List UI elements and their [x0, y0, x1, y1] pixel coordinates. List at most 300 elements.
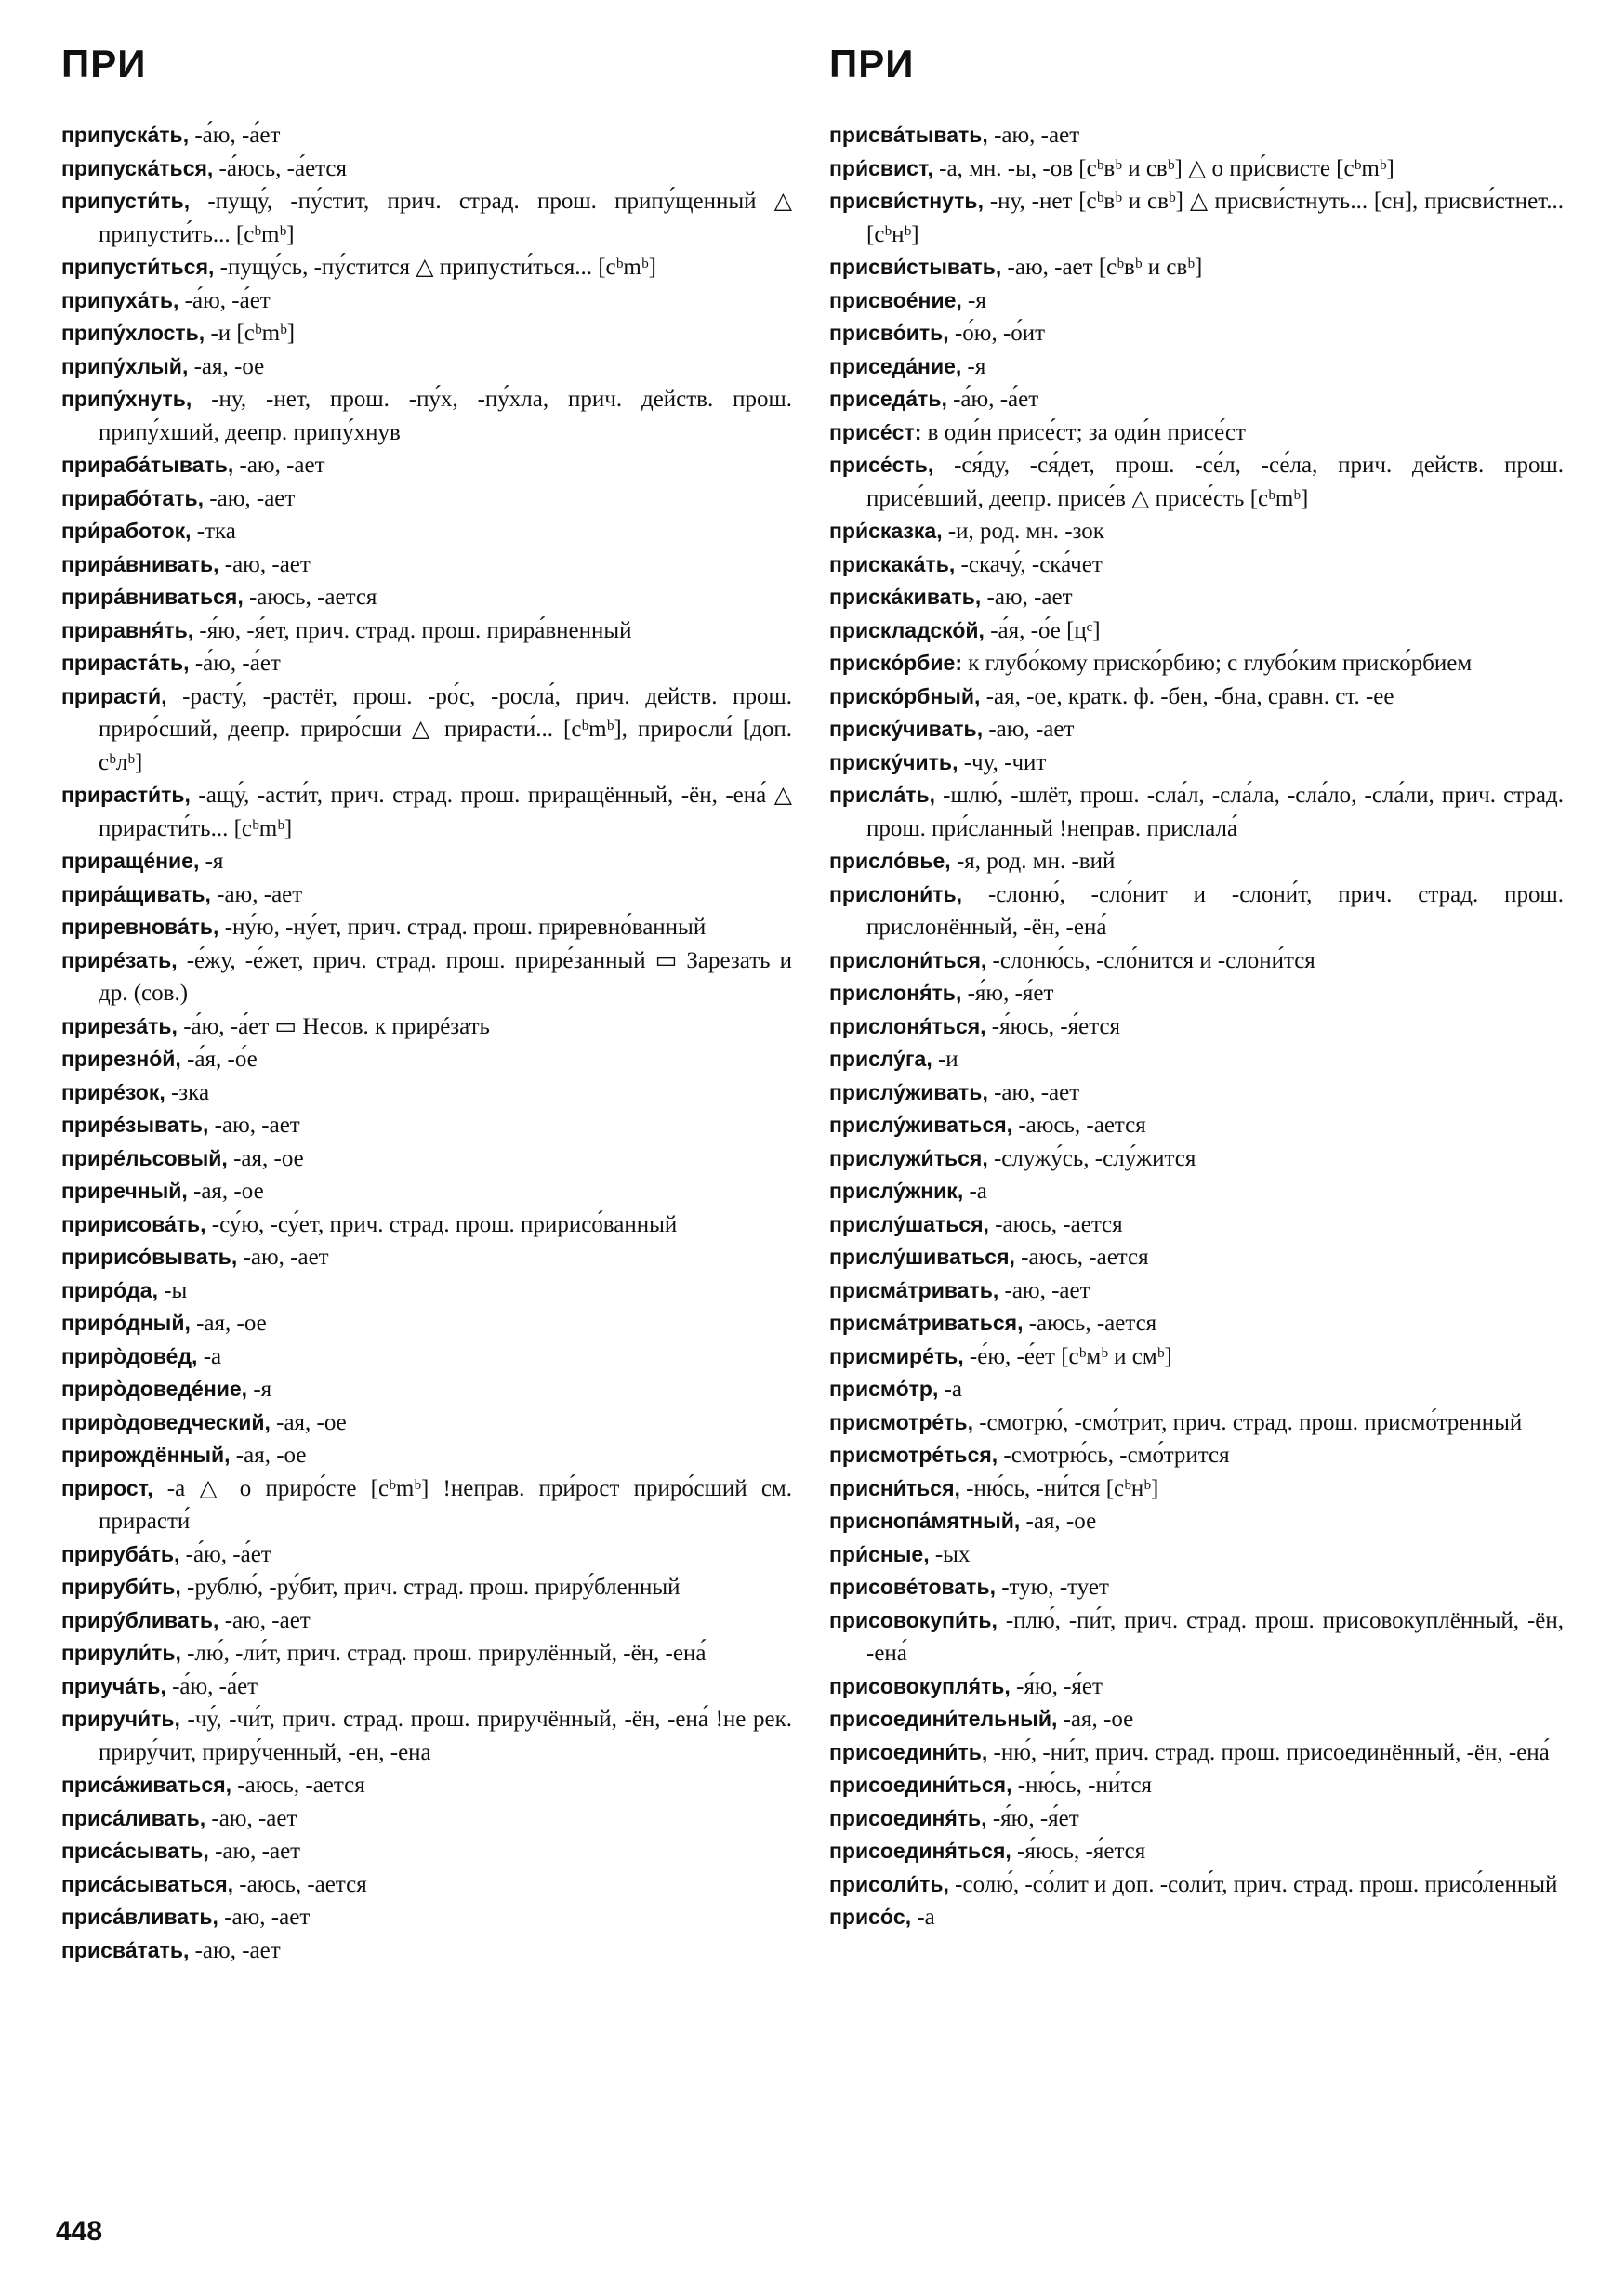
dictionary-entry: [829, 1571, 1564, 1604]
entry-grammar: -плю́, -пи́т, прич. страд. прош. присовокуплённый, -ён, -ена́: [866, 1607, 1564, 1666]
dictionary-entry: [829, 416, 1564, 450]
entry-grammar: к глубо́кому приско́рбию; с глубо́ким приско́рбием: [961, 651, 1473, 676]
dictionary-entry: [829, 1142, 1564, 1176]
dictionary-entry: [829, 1868, 1564, 1902]
left-column: [61, 37, 792, 1967]
left-running-header: ПРИ: [61, 42, 147, 86]
entry-grammar: -аю, -ает: [205, 1805, 297, 1831]
entry-grammar: -а́я, -о́е [цᶜ]: [984, 617, 1101, 643]
dictionary-entry: [61, 1307, 792, 1340]
dictionary-entry: [61, 1406, 792, 1440]
dictionary-entry: [829, 1604, 1564, 1670]
entry-grammar: -ну, -нет, прош. -пу́х, -пу́хла, прич. действ. прош. припу́хший, деепр. припу́хнув: [99, 387, 792, 445]
dictionary-entry: [61, 1571, 792, 1604]
entry-headword: прирезно́й,: [61, 1047, 181, 1071]
entry-headword: приску́чивать,: [829, 717, 984, 741]
dictionary-entry: [829, 1439, 1564, 1472]
entry-headword: прира́вниваться,: [61, 585, 244, 609]
entry-grammar: -я, род. мн. -вий: [950, 849, 1116, 874]
entry-headword: присо́с,: [829, 1905, 912, 1929]
dictionary-entry: [61, 1208, 792, 1242]
dictionary-entry: [829, 1670, 1564, 1704]
entry-grammar: в оди́н присе́ст; за оди́н присе́ст: [921, 419, 1246, 445]
dictionary-entry: [61, 1670, 792, 1704]
dictionary-entry: [829, 284, 1564, 318]
dictionary-entry: [829, 251, 1564, 284]
entry-headword: прируба́ть,: [61, 1541, 180, 1566]
dictionary-entry: [829, 944, 1564, 978]
dictionary-entry: [829, 1505, 1564, 1538]
entry-headword: приса́сывать,: [61, 1839, 209, 1863]
entry-headword: приревнова́ть,: [61, 915, 219, 939]
dictionary-entry: [829, 746, 1564, 780]
dictionary-entry: [61, 1835, 792, 1868]
entry-grammar: -и, род. мн. -зок: [942, 519, 1104, 544]
entry-headword: прислу́живать,: [829, 1079, 988, 1104]
entry-grammar: -и [cᵇmᵇ]: [205, 321, 296, 346]
entry-headword: присма́тривать,: [829, 1277, 999, 1302]
entry-headword: прирождённый,: [61, 1443, 231, 1467]
entry-grammar: -ну, -нет [cᵇвᵇ и cвᵇ] △ присви́стнуть... [сн], присви́стнет... [cᵇнᵇ]: [866, 189, 1564, 247]
left-entry-list: [61, 119, 792, 1967]
entry-headword: прирезáть,: [61, 1013, 178, 1038]
entry-headword: прирéльсовый,: [61, 1145, 228, 1170]
entry-grammar: -аю, -ает: [218, 551, 311, 577]
dictionary-entry: [829, 1769, 1564, 1802]
entry-headword: прирéзывать,: [61, 1113, 209, 1137]
entry-headword: присоединя́ться,: [829, 1839, 1011, 1863]
entry-headword: припусти́ть,: [61, 189, 191, 213]
dictionary-entry: [829, 647, 1564, 680]
entry-headword: присни́ться,: [829, 1475, 960, 1500]
entry-grammar: -зка: [165, 1079, 210, 1105]
entry-grammar: -аю, -ает: [987, 123, 1080, 148]
entry-headword: присмотре́ться,: [829, 1443, 998, 1467]
dictionary-entry: [61, 1373, 792, 1406]
entry-headword: приравня́ть,: [61, 617, 194, 642]
entry-grammar: -а, мн. -ы, -ов [cᵇвᵇ и cвᵇ] △ о при́свисте [cᵇmᵇ]: [932, 155, 1394, 181]
dictionary-entry: [61, 845, 792, 878]
dictionary-entry: [61, 680, 792, 780]
entry-grammar: -а́ю, -а́ет ▭ Несов. к прирéзать: [177, 1013, 490, 1039]
entry-headword: присвоéние,: [829, 287, 962, 312]
dictionary-entry: [829, 1010, 1564, 1044]
entry-grammar: -аю, -ает: [218, 1607, 311, 1633]
entry-headword: приро́да,: [61, 1277, 158, 1302]
entry-grammar: -аю, -ает: [987, 1079, 1080, 1105]
entry-grammar: -аю, -ает: [189, 1937, 281, 1963]
dictionary-entry: [61, 185, 792, 251]
entry-headword: прирасти́,: [61, 683, 167, 708]
entry-headword: пририсо́вывать,: [61, 1245, 238, 1269]
entry-headword: припуска́ть,: [61, 123, 190, 147]
entry-grammar: -а: [963, 1179, 987, 1204]
entry-headword: приру́бливать,: [61, 1607, 219, 1632]
entry-grammar: -аю, -ает: [237, 1245, 329, 1270]
dictionary-entry: [829, 1406, 1564, 1440]
entry-grammar: -а́ю, -а́ет: [189, 123, 281, 148]
entry-grammar: -аю, -ает: [981, 585, 1073, 610]
entry-headword: прислони́ть,: [829, 881, 963, 906]
dictionary-entry: [61, 1703, 792, 1769]
entry-grammar: -солю́, -со́лит и доп. -соли́т, прич. страд. прош. присо́ленный: [948, 1871, 1558, 1897]
entry-grammar: -ая, -ое: [227, 1145, 304, 1171]
entry-headword: приску́чить,: [829, 749, 958, 774]
entry-grammar: -аю, -ает: [998, 1277, 1090, 1303]
entry-grammar: -тка: [191, 519, 236, 544]
entry-headword: приро̀доведéние,: [61, 1377, 248, 1401]
entry-grammar: -ая, -ое: [1020, 1509, 1097, 1534]
entry-grammar: -и: [932, 1047, 958, 1072]
entry-grammar: -су́ю, -су́ет, прич. страд. прош. пририсо́ванный: [205, 1211, 678, 1237]
entry-grammar: -аюсь, -ается: [1023, 1311, 1157, 1336]
entry-grammar: -ая, -ое: [230, 1443, 307, 1468]
entry-grammar: -скачу́, -ска́чет: [955, 551, 1103, 577]
entry-headword: припу́хнуть,: [61, 387, 192, 411]
dictionary-entry: [829, 317, 1564, 350]
dictionary-entry: [61, 251, 792, 284]
entry-headword: присéст:: [829, 419, 922, 444]
dictionary-entry: [829, 515, 1564, 548]
dictionary-entry: [61, 1802, 792, 1836]
entry-headword: присове́товать,: [829, 1575, 996, 1599]
entry-headword: приручи́ть,: [61, 1707, 180, 1731]
dictionary-entry: [61, 1637, 792, 1670]
entry-headword: прислу́шиваться,: [829, 1245, 1015, 1269]
dictionary-entry: [61, 581, 792, 614]
dictionary-entry: [829, 548, 1564, 582]
entry-grammar: -я́ю, -я́ет, прич. страд. прош. прира́вненный: [193, 617, 632, 643]
dictionary-entry: [61, 350, 792, 384]
right-column: [829, 37, 1564, 1934]
entry-headword: прискака́ть,: [829, 551, 956, 576]
entry-headword: припу́хлый,: [61, 353, 189, 378]
dictionary-entry: [61, 1604, 792, 1638]
dictionary-entry: [829, 350, 1564, 384]
dictionary-entry: [61, 1472, 792, 1538]
dictionary-entry: [829, 1472, 1564, 1506]
dictionary-entry: [829, 449, 1564, 515]
entry-headword: прирéзок,: [61, 1079, 165, 1104]
dictionary-entry: [61, 1901, 792, 1934]
entry-grammar: -а́ю, -а́ет: [946, 387, 1039, 412]
dictionary-entry: [829, 1043, 1564, 1076]
dictionary-entry: [829, 1736, 1564, 1770]
dictionary-entry: [61, 911, 792, 944]
entry-headword: прира́щивать,: [61, 881, 211, 906]
entry-grammar: -а: [197, 1343, 222, 1369]
entry-grammar: -аюсь, -ается: [1012, 1113, 1146, 1138]
dictionary-entry: [829, 1373, 1564, 1406]
dictionary-entry: [61, 614, 792, 648]
dictionary-entry: [61, 1274, 792, 1308]
dictionary-entry: [61, 1043, 792, 1076]
dictionary-entry: [61, 647, 792, 680]
entry-grammar: -я: [961, 353, 986, 379]
dictionary-entry: [829, 1340, 1564, 1374]
entry-grammar: -ащу́, -асти́т, прич. страд. прош. приращённый, -ён, -ена́ △ прирасти́ть... [cᵇmᵇ]: [99, 783, 792, 841]
entry-grammar: -ню́сь, -ни́тся [cᵇнᵇ]: [959, 1475, 1159, 1501]
dictionary-entry: [61, 1142, 792, 1176]
entry-grammar: -ы: [157, 1277, 188, 1303]
entry-headword: прислу́шаться,: [829, 1211, 989, 1236]
entry-grammar: -аюсь, -ается: [233, 1871, 367, 1897]
entry-headword: прирабо́тать,: [61, 485, 205, 510]
dictionary-entry: [829, 977, 1564, 1010]
entry-headword: присоли́ть,: [829, 1871, 949, 1896]
entry-headword: прира́внивать,: [61, 551, 219, 576]
dictionary-entry: [829, 878, 1564, 944]
entry-headword: прираста́ть,: [61, 651, 190, 675]
entry-headword: припуха́ть,: [61, 287, 179, 312]
dictionary-entry: [829, 680, 1564, 714]
entry-headword: припусти́ться,: [61, 255, 215, 279]
dictionary-entry: [829, 1703, 1564, 1736]
dictionary-entry: [61, 515, 792, 548]
entry-headword: прирасти́ть,: [61, 783, 191, 807]
dictionary-entry: [61, 1076, 792, 1110]
dictionary-entry: [61, 548, 792, 582]
entry-grammar: -я: [961, 287, 986, 313]
entry-headword: припу́хлость,: [61, 321, 205, 345]
entry-headword: прислу́живаться,: [829, 1113, 1013, 1137]
entry-headword: присмотре́ть,: [829, 1409, 973, 1434]
dictionary-entry: [61, 383, 792, 449]
entry-grammar: -ну́ю, -ну́ет, прич. страд. прош. приревно́ванный: [218, 915, 707, 940]
entry-headword: приуча́ть,: [61, 1673, 166, 1698]
entry-grammar: -тую, -тует: [995, 1575, 1109, 1600]
entry-grammar: -я́ю, -я́ет: [1010, 1673, 1103, 1699]
entry-headword: приско́рбный,: [829, 683, 981, 708]
entry-grammar: -ых: [929, 1541, 971, 1567]
dictionary-entry: [829, 1307, 1564, 1340]
dictionary-entry: [61, 1439, 792, 1472]
entry-grammar: -а: [938, 1377, 963, 1402]
dictionary-entry: [829, 383, 1564, 416]
entry-grammar: -расту́, -растёт, прош. -ро́с, -росла́, прич. действ. прош. приро́сший, деепр. приро́сши △ прирасти́... [cᵇmᵇ], приросли́ [доп. cᵇлᵇ]: [99, 683, 792, 775]
dictionary-entry: [829, 1835, 1564, 1868]
entry-headword: присво́ить,: [829, 321, 949, 345]
entry-headword: приса́ливать,: [61, 1805, 206, 1830]
dictionary-entry: [829, 1076, 1564, 1110]
entry-grammar: -аюсь, -ается: [988, 1211, 1123, 1237]
entry-headword: прислужи́ться,: [829, 1145, 988, 1170]
entry-grammar: -а: [911, 1905, 935, 1930]
entry-headword: прирéзать,: [61, 947, 178, 972]
entry-headword: при́работок,: [61, 519, 192, 543]
entry-headword: приседа́ть,: [829, 387, 947, 411]
entry-headword: приса́живаться,: [61, 1773, 232, 1797]
entry-grammar: -о́ю, -о́ит: [948, 321, 1046, 346]
dictionary-entry: [829, 1109, 1564, 1142]
entry-headword: присоедини́тельный,: [829, 1707, 1058, 1731]
dictionary-entry: [829, 1274, 1564, 1308]
entry-grammar: -а △ о приро́сте [cᵇmᵇ] !неправ. при́рост приро́сший см. прирасти́: [99, 1475, 792, 1534]
entry-headword: прирули́ть,: [61, 1641, 181, 1665]
entry-grammar: -а́ю, -а́ет: [179, 1541, 271, 1567]
dictionary-entry: [829, 1208, 1564, 1242]
entry-grammar: -аю, -ает: [208, 1113, 300, 1138]
page-number: 448: [56, 2216, 103, 2247]
dictionary-entry: [829, 1802, 1564, 1836]
entry-headword: присва́тать,: [61, 1937, 190, 1962]
dictionary-entry: [61, 1769, 792, 1802]
entry-grammar: -а́юсь, -а́ется: [213, 155, 347, 181]
entry-headword: прискладско́й,: [829, 617, 985, 642]
entry-headword: присоедини́ть,: [829, 1739, 988, 1764]
entry-grammar: -шлю́, -шлёт, прош. -сла́л, -сла́ла, -сла́ло, -сла́ли, прич. страд. прош. при́сланный !неправ. прислала́: [866, 783, 1564, 841]
entry-grammar: -аю, -ает [cᵇвᵇ и cвᵇ]: [1001, 255, 1203, 280]
dictionary-entry: [829, 1901, 1564, 1934]
entry-grammar: -ая, -ое: [270, 1409, 347, 1435]
entry-headword: присви́стнуть,: [829, 189, 984, 213]
entry-grammar: -аю, -ает: [204, 485, 296, 511]
right-running-header: ПРИ: [829, 42, 915, 86]
entry-headword: присва́тывать,: [829, 123, 988, 147]
entry-headword: приращéние,: [61, 849, 200, 873]
dictionary-entry: [829, 152, 1564, 186]
entry-grammar: -ая, -ое: [188, 353, 265, 379]
entry-grammar: -аю, -ает: [983, 717, 1075, 742]
entry-headword: присовокупи́ть,: [829, 1607, 998, 1632]
entry-headword: присло́вье,: [829, 849, 951, 873]
entry-grammar: -е́ю, -е́ет [cᵇмᵇ и cмᵇ]: [963, 1343, 1172, 1369]
dictionary-entry: [61, 449, 792, 482]
entry-headword: присла́ть,: [829, 783, 936, 807]
dictionary-entry: [61, 878, 792, 912]
dictionary-entry: [829, 614, 1564, 648]
entry-grammar: -я́ю, -я́ет: [986, 1805, 1079, 1831]
entry-headword: прислоня́ть,: [829, 981, 962, 1005]
entry-grammar: -чу, -чит: [958, 749, 1047, 775]
entry-headword: приско́рбие:: [829, 651, 962, 675]
entry-headword: приснопа́мятный,: [829, 1509, 1021, 1533]
entry-headword: приречный,: [61, 1179, 188, 1203]
entry-grammar: -я: [247, 1377, 272, 1402]
dictionary-entry: [61, 944, 792, 1010]
entry-headword: присоединя́ть,: [829, 1805, 987, 1830]
entry-grammar: -ню́, -ни́т, прич. страд. прош. присоединённый, -ён, -ена́: [987, 1739, 1550, 1765]
entry-grammar: -аю, -ает: [218, 1905, 311, 1930]
entry-grammar: -я́юсь, -я́ется: [1011, 1839, 1146, 1864]
entry-grammar: -ся́ду, -ся́дет, прош. -се́л, -се́ла, прич. действ. прош. присе́вший, деепр. присе́в △ присе́сть [cᵇmᵇ]: [866, 453, 1564, 511]
entry-headword: при́сказка,: [829, 519, 943, 543]
dictionary-entry: [61, 1241, 792, 1274]
entry-headword: приса́вливать,: [61, 1905, 218, 1929]
entry-grammar: -пущу́, -пу́стит, прич. страд. прош. припу́щенный △ припусти́ть... [cᵇmᵇ]: [99, 189, 792, 247]
dictionary-entry: [61, 1109, 792, 1142]
entry-headword: прислони́ться,: [829, 947, 987, 972]
dictionary-entry: [829, 581, 1564, 614]
entry-grammar: -ая, -ое: [1057, 1707, 1134, 1732]
entry-headword: прирост,: [61, 1475, 153, 1500]
dictionary-entry: [61, 1010, 792, 1044]
entry-grammar: -служу́сь, -слу́жится: [987, 1145, 1196, 1171]
entry-headword: приро̀дове́д,: [61, 1343, 198, 1368]
right-entry-list: [829, 119, 1564, 1934]
entry-grammar: -а́ю, -а́ет: [189, 651, 281, 676]
dictionary-entry: [829, 1175, 1564, 1208]
dictionary-entry: [61, 284, 792, 318]
entry-grammar: -аюсь, -ается: [243, 585, 377, 610]
entry-headword: присви́стывать,: [829, 255, 1002, 279]
entry-headword: присма́триваться,: [829, 1311, 1024, 1335]
entry-headword: при́сные,: [829, 1541, 930, 1566]
dictionary-entry: [61, 119, 792, 152]
entry-grammar: -я: [199, 849, 224, 874]
entry-grammar: -рублю́, -ру́бит, прич. страд. прош. приру́бленный: [180, 1575, 681, 1600]
entry-grammar: -ая, -ое: [187, 1179, 264, 1204]
dictionary-entry: [61, 1538, 792, 1572]
entry-grammar: -ая, -ое: [190, 1311, 267, 1336]
entry-grammar: -я́юсь, -я́ется: [985, 1013, 1121, 1039]
dictionary-entry: [829, 713, 1564, 746]
entry-headword: присмире́ть,: [829, 1343, 964, 1368]
entry-grammar: -слоню́, -сло́нит и -слони́т, прич. страд. прош. прислонённый, -ён, -ена́: [866, 881, 1564, 940]
entry-headword: прираба́тывать,: [61, 453, 234, 477]
entry-grammar: -слоню́сь, -сло́нится и -слони́тся: [986, 947, 1315, 973]
dictionary-entry: [829, 779, 1564, 845]
dictionary-entry: [829, 119, 1564, 152]
entry-headword: прируби́ть,: [61, 1575, 181, 1599]
entry-grammar: -а́ю, -а́ет: [178, 287, 271, 313]
entry-grammar: -е́жу, -е́жет, прич. страд. прош. прире́занный ▭ Зарезать и др. (сов.): [99, 947, 792, 1006]
entry-headword: прислу́га,: [829, 1047, 932, 1071]
entry-headword: приро́дный,: [61, 1311, 191, 1335]
entry-grammar: -смотрю́сь, -смо́трится: [998, 1443, 1230, 1468]
entry-grammar: -лю́, -ли́т, прич. страд. прош. прирулённый, -ён, -ена́: [180, 1641, 707, 1666]
entry-grammar: -а́я, -о́е: [180, 1047, 258, 1072]
entry-headword: присмо́тр,: [829, 1377, 939, 1401]
entry-grammar: -ая, -ое, кратк. ф. -бен, -бна, сравн. ст. -ее: [980, 683, 1394, 709]
entry-headword: присоедини́ться,: [829, 1773, 1012, 1797]
dictionary-entry: [61, 482, 792, 516]
entry-headword: присовокупля́ть,: [829, 1673, 1011, 1698]
entry-headword: прислоня́ться,: [829, 1013, 986, 1038]
dictionary-entry: [829, 845, 1564, 878]
entry-headword: присе́сть,: [829, 453, 934, 477]
dictionary-entry: [61, 317, 792, 350]
entry-headword: припуска́ться,: [61, 155, 214, 180]
entry-headword: приседа́ние,: [829, 353, 962, 378]
dictionary-entry: [61, 1175, 792, 1208]
entry-headword: пририсова́ть,: [61, 1211, 206, 1236]
entry-grammar: -ню́сь, -ни́тся: [1011, 1773, 1153, 1798]
entry-grammar: -чу́, -чи́т, прич. страд. прош. приручённый, -ён, -ена́ !не рек. приру́чит, приру́ченный, -ен, -ена: [99, 1707, 792, 1765]
entry-grammar: -аюсь, -ается: [1014, 1245, 1149, 1270]
entry-grammar: -аюсь, -ается: [231, 1773, 365, 1798]
entry-headword: приска́кивать,: [829, 585, 982, 609]
dictionary-entry: [61, 1340, 792, 1374]
dictionary-entry: [61, 1868, 792, 1902]
dictionary-entry: [61, 152, 792, 186]
dictionary-entry: [829, 185, 1564, 251]
entry-grammar: -а́ю, -а́ет: [165, 1673, 258, 1699]
entry-grammar: -аю, -ает: [210, 881, 303, 907]
entry-grammar: -аю, -ает: [208, 1839, 301, 1864]
entry-headword: прислу́жник,: [829, 1179, 964, 1203]
entry-headword: приса́сываться,: [61, 1871, 234, 1896]
entry-grammar: -я́ю, -я́ет: [961, 981, 1054, 1006]
entry-grammar: -смотрю́, -смо́трит, прич. страд. прош. присмо́тренный: [972, 1409, 1523, 1435]
dictionary-entry: [61, 1934, 792, 1968]
entry-grammar: -аю, -ает: [233, 453, 325, 478]
dictionary-entry: [829, 1241, 1564, 1274]
dictionary-entry: [61, 779, 792, 845]
entry-headword: приро̀доведческий,: [61, 1409, 271, 1434]
entry-grammar: -пущу́сь, -пу́стится △ припусти́ться... [cᵇmᵇ]: [214, 255, 656, 280]
dictionary-entry: [829, 1538, 1564, 1572]
